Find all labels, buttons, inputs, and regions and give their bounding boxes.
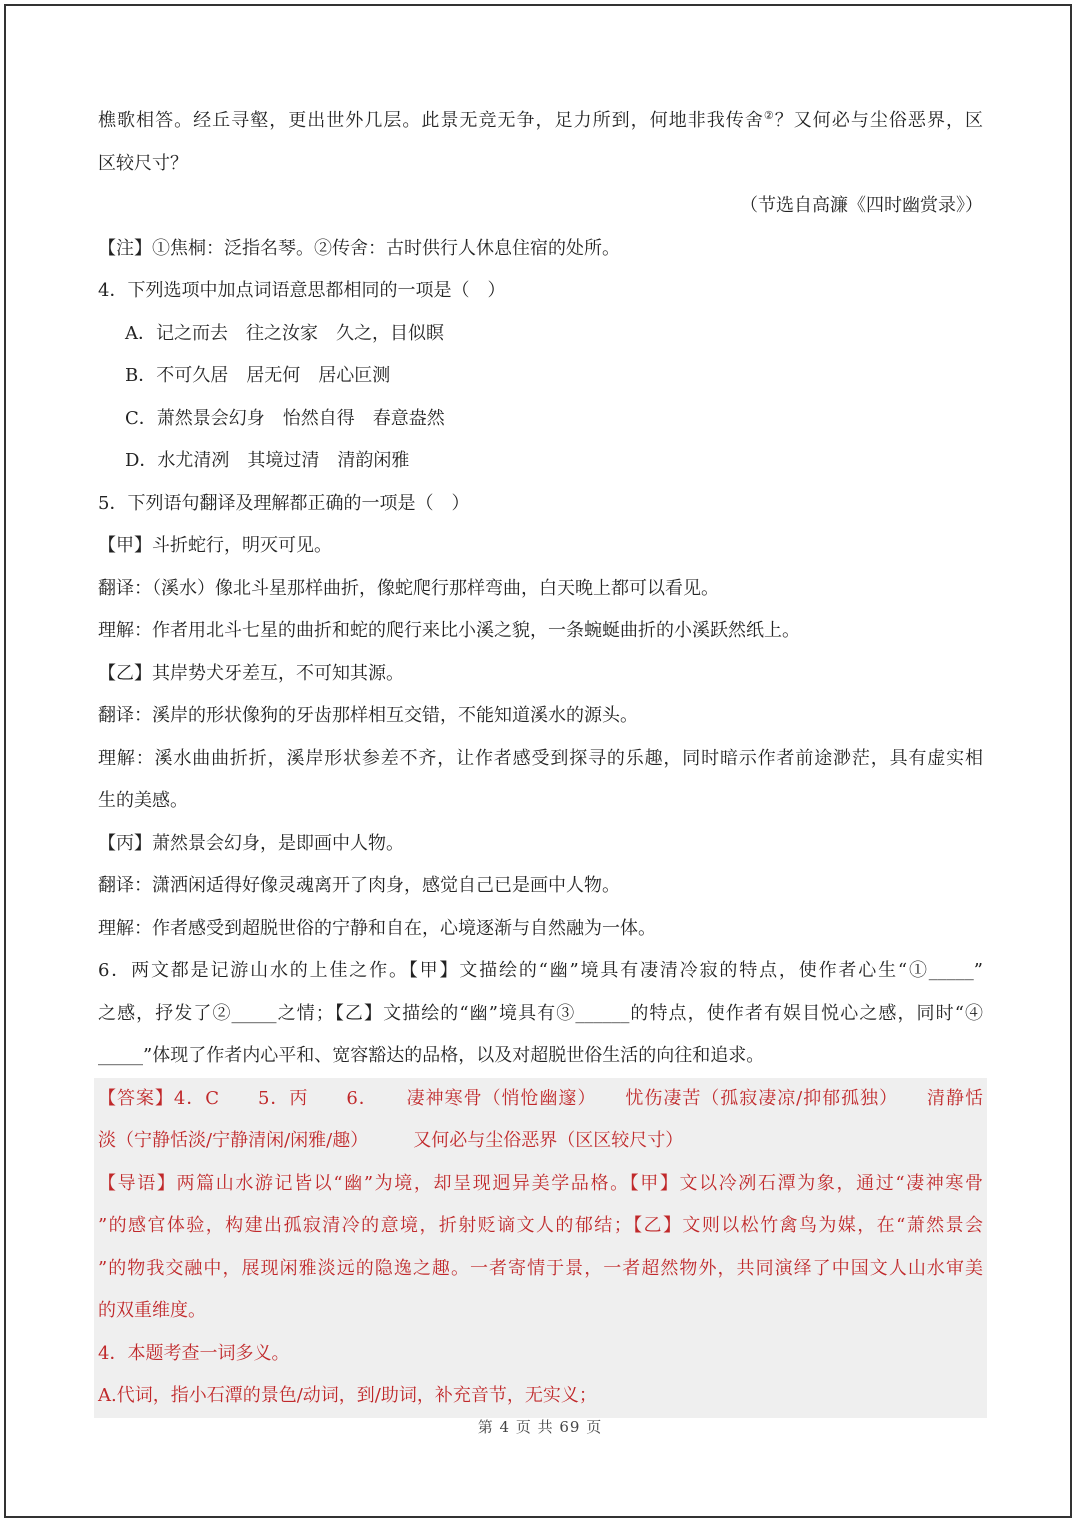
guide-line: 的双重维度。	[98, 1300, 206, 1321]
passage-line: 樵歌相答。经丘寻壑，更出世外几层。此景无竞无争，足力所到，何地非我传舍②？又何必与尘俗恶界，区	[98, 109, 983, 131]
question-5-stem: 5．下列语句翻译及理解都正确的一项是（ ）	[98, 492, 470, 514]
document-body	[98, 100, 983, 1418]
question-5-item: 【丙】萧然景会幻身，是即画中人物。	[98, 832, 404, 854]
question-6-line: 之感，抒发了②_____之情；【乙】文描绘的“幽”境具有③______的特点，使作者有娱目悦心之感，同时“④	[98, 1002, 983, 1024]
question-6-line: _____”体现了作者内心平和、宽容豁达的品格，以及对超脱世俗生活的向往和追求。	[98, 1045, 765, 1066]
analysis-line: A.代词，指小石潭的景色/动词，到/助词，补充音节，无实义；	[98, 1385, 597, 1406]
question-5-item: 翻译：潇洒闲适得好像灵魂离开了肉身，感觉自己已是画中人物。	[98, 875, 620, 896]
question-5-item: 翻译：溪岸的形状像狗的牙齿那样相互交错，不能知道溪水的源头。	[98, 705, 638, 726]
question-5-item: 理解：溪水曲曲折折，溪岸形状参差不齐，让作者感受到探寻的乐趣，同时暗示作者前途渺茫，具有虚实相	[98, 747, 983, 769]
answer-line: 淡（宁静恬淡/宁静清闲/闲雅/趣） 又何必与尘俗恶界（区区较尺寸）	[98, 1130, 684, 1151]
question-4-option-b: B．不可久居 居无何 居心叵测	[125, 365, 391, 386]
question-6-line: 6．两文都是记游山水的上佳之作。【甲】文描绘的“幽”境具有凄清冷寂的特点，使作者心生“①_____”	[98, 960, 983, 981]
question-5-item: 理解：作者感受到超脱世俗的宁静和自在，心境逐渐与自然融为一体。	[98, 917, 656, 939]
question-4-option-a: A．记之而去 往之汝家 久之，目似瞑	[125, 322, 444, 344]
question-4-option-d: D．水尤清冽 其境过清 清韵闲雅	[125, 450, 410, 471]
passage-source: （节选自高濂《四时幽赏录》）	[740, 195, 983, 216]
question-5-item: 翻译：（溪水）像北斗星那样曲折，像蛇爬行那样弯曲，白天晚上都可以看见。	[98, 577, 719, 599]
analysis-line: 4．本题考查一词多义。	[98, 1342, 290, 1364]
question-5-item: 生的美感。	[98, 790, 188, 811]
question-5-item: 理解：作者用北斗七星的曲折和蛇的爬行来比小溪之貌，一条蜿蜒曲折的小溪跃然纸上。	[98, 620, 800, 641]
guide-line: 【导语】两篇山水游记皆以“幽”为境，却呈现迥异美学品格。【甲】文以冷冽石潭为象，通过“凄神寒骨	[98, 1172, 983, 1194]
answer-line: 【答案】4．C 5．丙 6． 凄神寒骨（悄怆幽邃） 忧伤凄苦（孤寂凄凉/抑郁孤独） 清静恬	[98, 1087, 983, 1109]
answer-section	[94, 1078, 987, 1418]
guide-line: ”的物我交融中，展现闲雅淡远的隐逸之趣。一者寄情于景，一者超然物外，共同演绎了中国文人山水审美	[98, 1257, 983, 1279]
question-5-item: 【乙】其岸势犬牙差互，不可知其源。	[98, 662, 404, 684]
guide-line: ”的感官体验，构建出孤寂清冷的意境，折射贬谪文人的郁结；【乙】文则以松竹禽鸟为媒，在“萧然景会	[98, 1215, 983, 1236]
question-4-option-c: C．萧然景会幻身 怡然自得 春意盎然	[125, 407, 445, 429]
question-4-stem: 4．下列选项中加点词语意思都相同的一项是（ ）	[98, 280, 506, 301]
passage-line: 区较尺寸？	[98, 152, 188, 174]
question-5-item: 【甲】斗折蛇行，明灭可见。	[98, 535, 332, 556]
page-number: 第 4 页 共 69 页	[477, 1418, 603, 1436]
passage-notes: 【注】①焦桐：泛指名琴。②传舍：古时供行人休息住宿的处所。	[98, 237, 620, 259]
